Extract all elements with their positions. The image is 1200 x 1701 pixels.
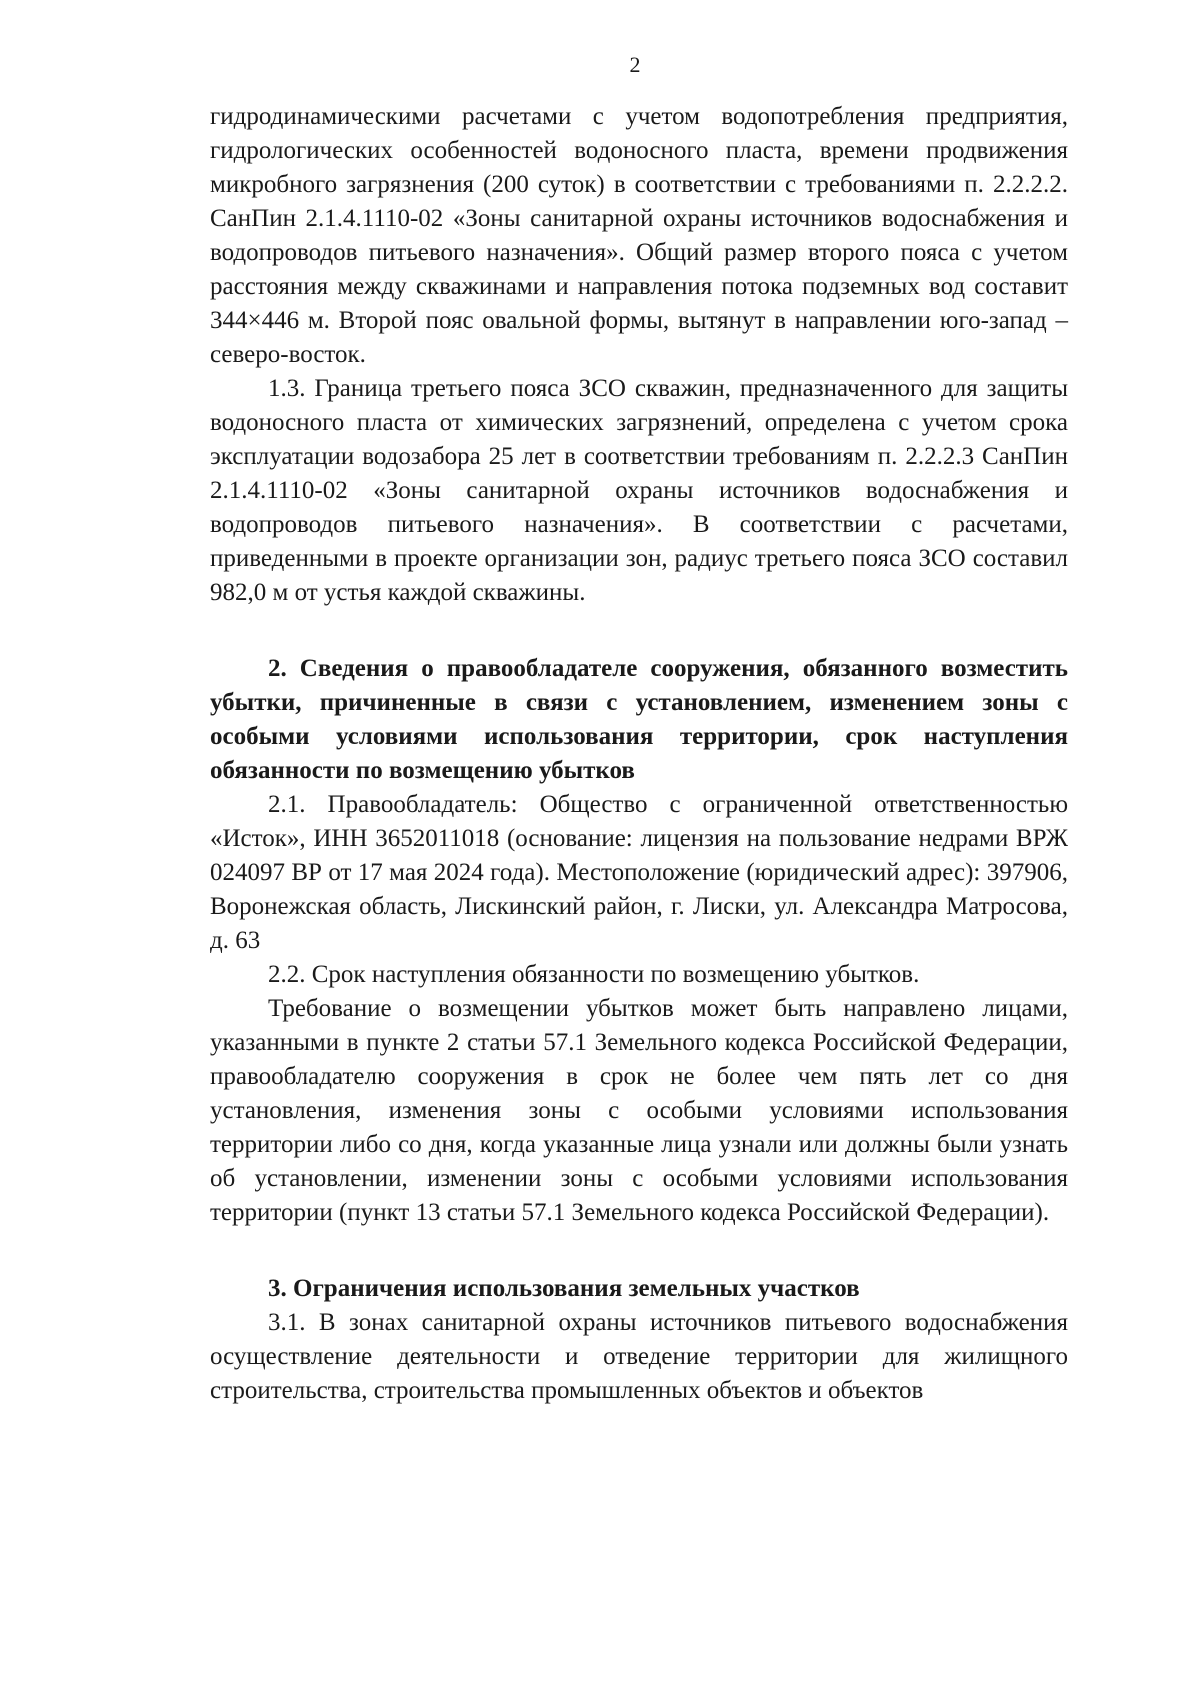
paragraph-2-2: 2.2. Срок наступления обязанности по возмещению убытков.: [268, 961, 920, 988]
section-2-heading: 2. Сведения о правообладателе сооружения, обязанного возместить убытки, причиненные в связи с установлением, изменением зоны с особыми условиями использования территории, срок наступления обязанности по возмещению убытков: [210, 655, 1068, 784]
section-3-heading: 3. Ограничения использования земельных участков: [268, 1275, 860, 1302]
paragraph-continuation: гидродинамическими расчетами с учетом водопотребления предприятия, гидрологических особенностей водоносного пласта, времени продвижения микробного загрязнения (200 суток) в соответствии с требованиями п. 2.2.2.2. СанПин 2.1.4.1110-02 «Зоны санитарной охраны источников водоснабжения и водопроводов питьевого назначения». Общий размер второго пояса с учетом расстояния между скважинами и направления потока подземных вод составит 344×446 м. Второй пояс овальной формы, вытянут в направлении юго-запад – северо-восток.: [210, 103, 1068, 368]
paragraph-1-3: 1.3. Граница третьего пояса ЗСО скважин, предназначенного для защиты водоносного пласта от химических загрязнений, определена с учетом срока эксплуатации водозабора 25 лет в соответствии требованиям п. 2.2.2.3 СанПин 2.1.4.1110-02 «Зоны санитарной охраны источников водоснабжения и водопроводов питьевого назначения». В соответствии с расчетами, приведенными в проекте организации зон, радиус третьего пояса ЗСО составил 982,0 м от устья каждой скважины.: [210, 375, 1068, 606]
document-body: [210, 100, 1068, 1408]
section-spacer: [210, 1230, 1068, 1272]
page-number: 2: [629, 52, 641, 77]
paragraph-2-1: 2.1. Правообладатель: Общество с ограниченной ответственностью «Исток», ИНН 3652011018 (основание: лицензия на пользование недрами ВРЖ 024097 ВР от 17 мая 2024 года). Местоположение (юридический адрес): 397906, Воронежская область, Лискинский район, г. Лиски, ул. Александра Матросова, д. 63: [210, 791, 1068, 954]
paragraph-3-1: 3.1. В зонах санитарной охраны источников питьевого водоснабжения осуществление деятельности и отведение территории для жилищного строительства, строительства промышленных объектов и объектов: [210, 1309, 1068, 1404]
paragraph-2-2-text: Требование о возмещении убытков может быть направлено лицами, указанными в пункте 2 статьи 57.1 Земельного кодекса Российской Федерации, правообладателю сооружения в срок не более чем пять лет со дня установления, изменения зоны с особыми условиями использования территории либо со дня, когда указанные лица узнали или должны были узнать об установлении, изменении зоны с особыми условиями использования территории (пункт 13 статьи 57.1 Земельного кодекса Российской Федерации).: [210, 995, 1068, 1226]
section-spacer: [210, 610, 1068, 652]
